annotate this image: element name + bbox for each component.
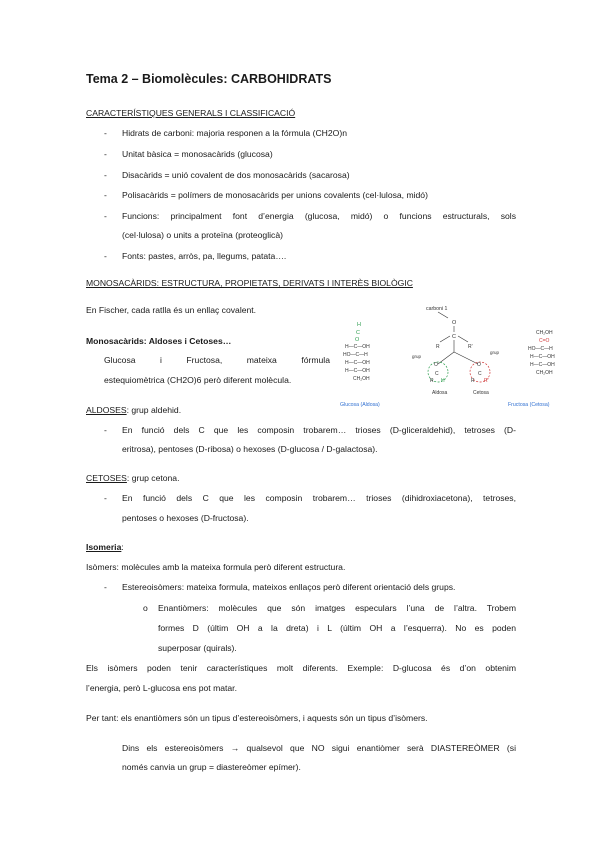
paragraph-line: només canvia un grup = diastereòmer epímer). <box>122 762 301 772</box>
sub-list-item-continuation: superposar (quirals). <box>158 643 237 653</box>
isomeria-heading-line <box>86 542 124 552</box>
svg-text:R': R' <box>484 378 489 384</box>
aldose-ketose-schematic <box>412 306 500 396</box>
svg-text:grup: grup <box>412 354 422 359</box>
fructosa-caption: Fructosa (Cetosa) <box>508 402 550 408</box>
page-title: Tema 2 – Biomolècules: CARBOHIDRATS <box>86 72 332 86</box>
aldoses-text: : grup aldehid. <box>126 405 182 415</box>
list-item: Hidrats de carboni: majoria responen a la fórmula (CH2O)n <box>122 128 347 138</box>
paragraph-line: Dins els estereoisòmers → qualsevol que NO sigui enantiòmer serà DIASTEREÒMER (si <box>122 743 516 753</box>
list-item: Estereoisòmers: mateixa formula, mateixos enllaços però diferent orientació dels grups. <box>122 582 456 592</box>
list-item: Unitat bàsica = monosacàrids (glucosa) <box>122 149 273 159</box>
paragraph-line: Glucosa i Fructosa, mateixa fórmula <box>104 355 330 365</box>
list-item: Funcions: principalment font d’energia (glucosa, midó) o funcions estructurals, sols <box>122 211 516 221</box>
svg-text:HO—C—H: HO—C—H <box>343 352 368 358</box>
paragraph-line: Per tant: els enantiòmers són un tipus d’estereoisòmers, i aquests són un tipus d’isòmers. <box>86 713 428 723</box>
bullet-dash: - <box>104 170 107 180</box>
paragraph-line: Els isòmers poden tenir característiques molt diferents. Exemple: D-glucosa és d’on obtenim <box>86 663 516 673</box>
monosaccharide-structures-figure <box>340 300 572 412</box>
list-item: En funció dels C que les composin trobarem… trioses (dihidroxiacetona), tetroses, <box>122 493 516 503</box>
fructose-fischer-projection <box>528 330 555 376</box>
svg-text:CH₂OH: CH₂OH <box>536 370 553 376</box>
svg-text:CH₂OH: CH₂OH <box>536 330 553 336</box>
svg-text:O: O <box>355 337 360 343</box>
aldoses-line <box>86 405 181 415</box>
fischer-note: En Fischer, cada ratlla és un enllaç covalent. <box>86 305 257 315</box>
bullet-dash: - <box>104 493 107 503</box>
cetoses-label: CETOSES <box>86 473 127 483</box>
paragraph-line: estequiomètrica (CH2O)6 però diferent molècula. <box>104 375 292 385</box>
paragraph-line: Isòmers: molècules amb la mateixa formula però diferent estructura. <box>86 562 346 572</box>
svg-text:HO—C—H: HO—C—H <box>528 346 553 352</box>
svg-text:C: C <box>435 371 439 377</box>
svg-text:C: C <box>452 334 456 340</box>
bullet-dash: - <box>104 149 107 159</box>
svg-text:H: H <box>357 322 361 328</box>
sub-bullet-circle: o <box>143 603 148 613</box>
list-item: En funció dels C que les composin trobarem… trioses (D-gliceraldehid), tetroses (D- <box>122 425 516 435</box>
svg-text:C: C <box>478 371 482 377</box>
isomeria-colon: : <box>121 542 124 552</box>
svg-text:R: R <box>436 344 440 350</box>
bullet-dash: - <box>104 582 107 592</box>
svg-text:C=O: C=O <box>539 338 550 344</box>
aldoses-label: ALDOSES <box>86 405 127 415</box>
svg-text:R: R <box>430 378 434 384</box>
cetoses-text: : grup cetona. <box>126 473 180 483</box>
sub-list-item: Enantiòmers: molècules que són imatges especulars l’una de l’altra. Trobem <box>158 603 516 613</box>
aldosa-label: Aldosa <box>432 390 448 396</box>
list-item: Fonts: pastes, arròs, pa, llegums, patata…. <box>122 251 287 261</box>
svg-text:R': R' <box>468 344 473 350</box>
isomeria-heading: Isomeria <box>86 542 122 552</box>
figure-svg <box>340 300 572 412</box>
paragraph-line: l’energia, però L-glucosa ens pot matar. <box>86 683 237 693</box>
list-item-continuation: (cel·lulosa) o units a proteïna (proteoglicà) <box>122 230 283 240</box>
bullet-dash: - <box>104 190 107 200</box>
glucose-fischer-projection <box>343 322 370 382</box>
glucosa-caption: Glucosa (Aldosa) <box>340 402 380 408</box>
list-item-continuation: eritrosa), pentoses (D-ribosa) o hexoses (D-glucosa / D-galactosa). <box>122 444 378 454</box>
carboni-label: carboni 1 <box>426 306 448 312</box>
svg-text:O: O <box>434 362 438 368</box>
bullet-dash: - <box>104 128 107 138</box>
cetosa-label: Cetosa <box>473 390 489 396</box>
svg-text:H—C—OH: H—C—OH <box>345 344 370 350</box>
list-item-continuation: pentoses o hexoses (D-fructosa). <box>122 513 249 523</box>
svg-text:C: C <box>356 330 360 336</box>
sub-list-item-continuation: formes D (últim OH a la dreta) i L (últim OH a l’esquerra). No es poden <box>158 623 516 633</box>
svg-text:H: H <box>441 378 445 384</box>
svg-text:O: O <box>477 362 481 368</box>
bullet-dash: - <box>104 425 107 435</box>
svg-text:H—C—OH: H—C—OH <box>345 368 370 374</box>
svg-text:R: R <box>471 378 475 384</box>
section-heading-monosaccharides: MONOSACÀRIDS: ESTRUCTURA, PROPIETATS, DERIVATS I INTERÈS BIOLÒGIC <box>86 278 413 288</box>
bullet-dash: - <box>104 251 107 261</box>
svg-text:H—C—OH: H—C—OH <box>345 360 370 366</box>
svg-text:O: O <box>452 320 457 326</box>
section-heading-characteristics: CARACTERÍSTIQUES GENERALS I CLASSIFICACIÓ <box>86 108 296 118</box>
svg-text:CH₂OH: CH₂OH <box>353 376 370 382</box>
subheading-aldoses-cetoses: Monosacàrids: Aldoses i Cetoses… <box>86 336 232 346</box>
list-item: Disacàrids = unió covalent de dos monosacàrids (sacarosa) <box>122 170 350 180</box>
bullet-dash: - <box>104 211 107 221</box>
svg-text:H—C—OH: H—C—OH <box>530 354 555 360</box>
list-item: Polisacàrids = polímers de monosacàrids per unions covalents (cel·lulosa, midó) <box>122 190 428 200</box>
svg-text:H—C—OH: H—C—OH <box>530 362 555 368</box>
svg-text:grup: grup <box>490 350 500 355</box>
cetoses-line <box>86 473 179 483</box>
